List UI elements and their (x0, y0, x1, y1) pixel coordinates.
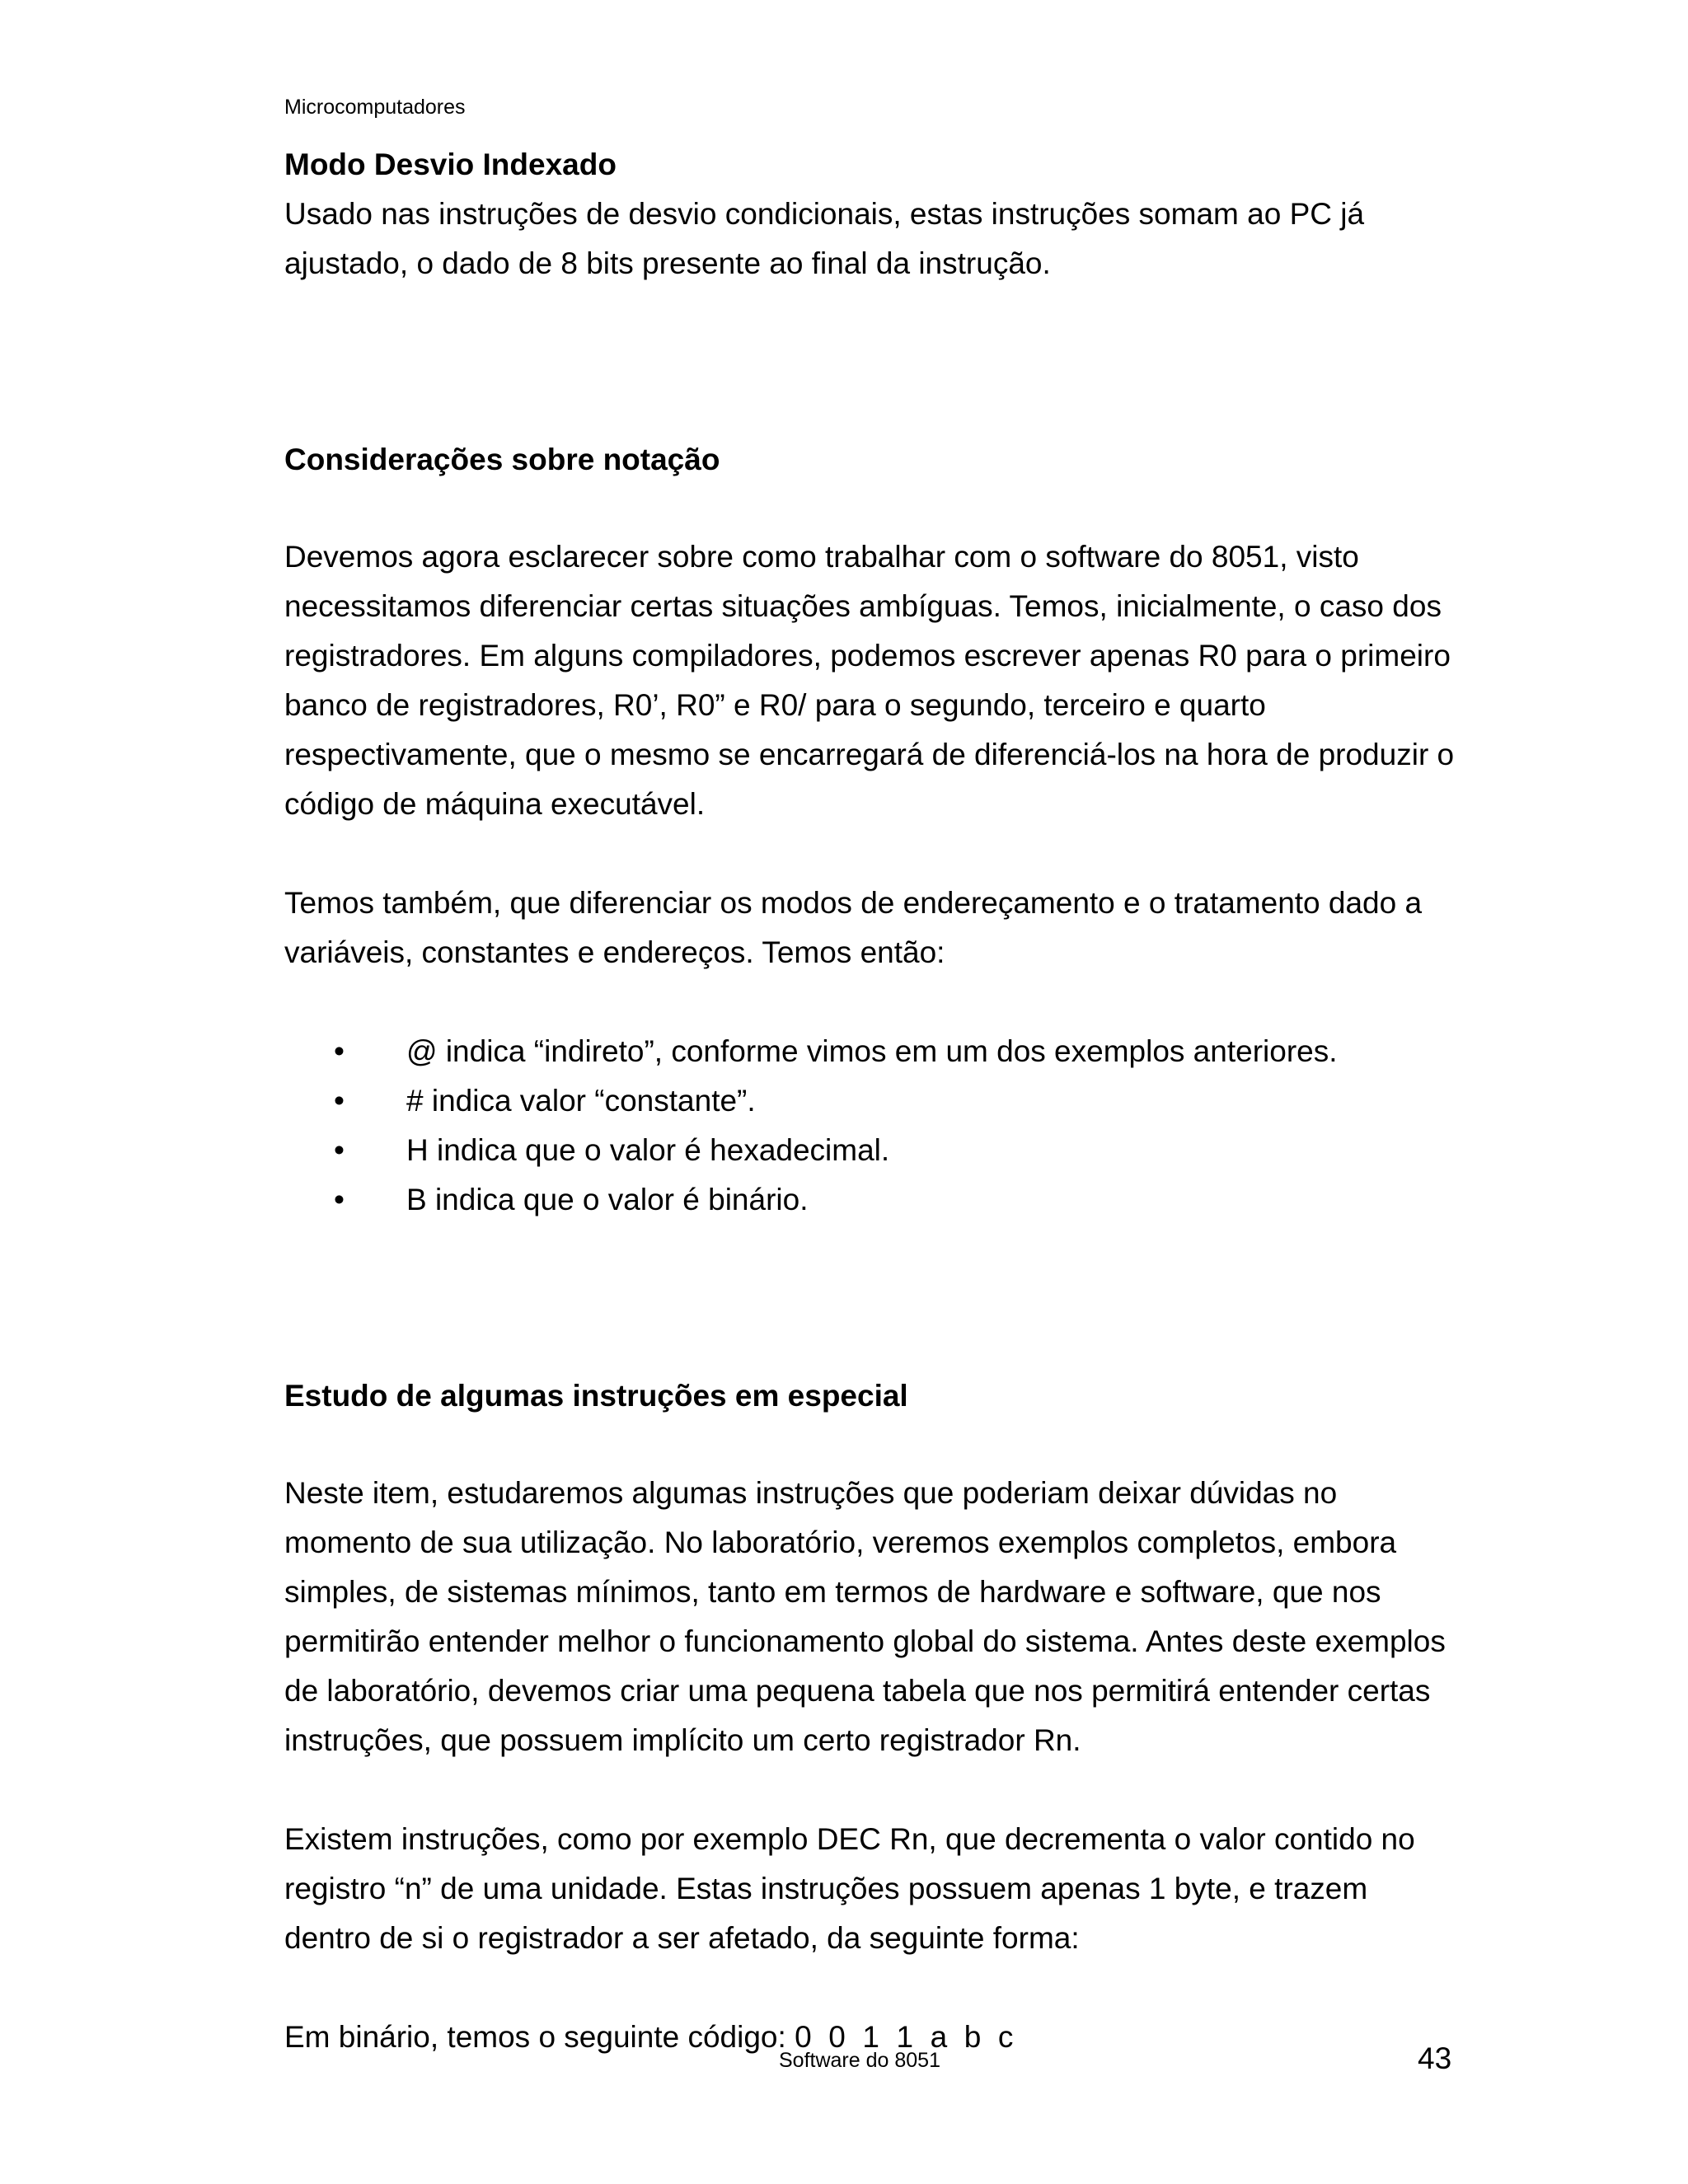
spacer (284, 1963, 1455, 2013)
section-title-estudo-instrucoes: Estudo de algumas instruções em especial (284, 1379, 908, 1413)
paragraph-estudo-intro: Neste item, estudaremos algumas instruções que poderiam deixar dúvidas no momento de sua utilização. No laboratório, veremos exemplos completos, embora simples, de sistemas mínimos, tanto em termos de hardware e software, que nos permitirão entender melhor o funcionamento global do sistema. Antes deste exemplos de laboratório, devemos criar uma pequena tabela que nos permitirá entender certas instruções, que possuem implícito um certo registrador Rn. (284, 1476, 1446, 1757)
spacer (284, 1765, 1455, 1815)
list-item-text: B indica que o valor é binário. (406, 1183, 809, 1216)
spacer (284, 1421, 1455, 1469)
bullet-icon: • (334, 1133, 345, 1167)
spacer (284, 1225, 1455, 1371)
bullet-icon: • (334, 1034, 345, 1068)
paragraph-notacao-modos: Temos também, que diferenciar os modos de endereçamento e o tratamento dado a variáveis, constantes e endereços. Temos então: (284, 886, 1423, 969)
section-title-modo-desvio-indexado: Modo Desvio Indexado (284, 148, 617, 181)
list-item (284, 1126, 1455, 1175)
paragraph-binary-code: Em binário, temos o seguinte código: 0 0 1 1 a b c (284, 2020, 1014, 2054)
spacer (284, 829, 1455, 879)
list-item-text: @ indica “indireto”, conforme vimos em um dos exemplos anteriores. (406, 1034, 1338, 1068)
list-item (284, 1076, 1455, 1126)
spacer (284, 485, 1455, 532)
section-title-consideracoes-notacao: Considerações sobre notação (284, 443, 720, 476)
paragraph-dec-rn: Existem instruções, como por exemplo DEC Rn, que decrementa o valor contido no registro “n” de uma unidade. Estas instruções possuem apenas 1 byte, e trazem dentro de si o registrador a ser afetado, da seguinte forma: (284, 1822, 1415, 1955)
spacer (284, 288, 1455, 435)
running-footer: Software do 8051 (779, 2049, 940, 2072)
paragraph-notacao-registradores: Devemos agora esclarecer sobre como trabalhar com o software do 8051, visto necessitamos diferenciar certas situações ambíguas. Temos, inicialmente, o caso dos registradores. Em alguns compiladores, podemos escrever apenas R0 para o primeiro banco de registradores, R0’, R0” e R0/ para o segundo, terceiro e quarto respectivamente, que o mesmo se encarregará de diferenciá-los na hora de produzir o código de máquina executável. (284, 540, 1455, 821)
paragraph-modo-desvio-indexado: Usado nas instruções de desvio condicionais, estas instruções somam ao PC já ajustado, o dado de 8 bits presente ao final da instrução. (284, 197, 1365, 280)
list-item (284, 1027, 1455, 1076)
list-item-text: # indica valor “constante”. (406, 1084, 756, 1118)
page-content (284, 140, 1455, 2062)
list-item (284, 1175, 1455, 1225)
bullet-icon: • (334, 1084, 345, 1118)
list-item-text: H indica que o valor é hexadecimal. (406, 1133, 890, 1167)
bullet-icon: • (334, 1183, 345, 1216)
spacer (284, 977, 1455, 1027)
notation-bullet-list (284, 1027, 1455, 1225)
running-header: Microcomputadores (284, 96, 466, 119)
page-number: 43 (1418, 2041, 1452, 2075)
